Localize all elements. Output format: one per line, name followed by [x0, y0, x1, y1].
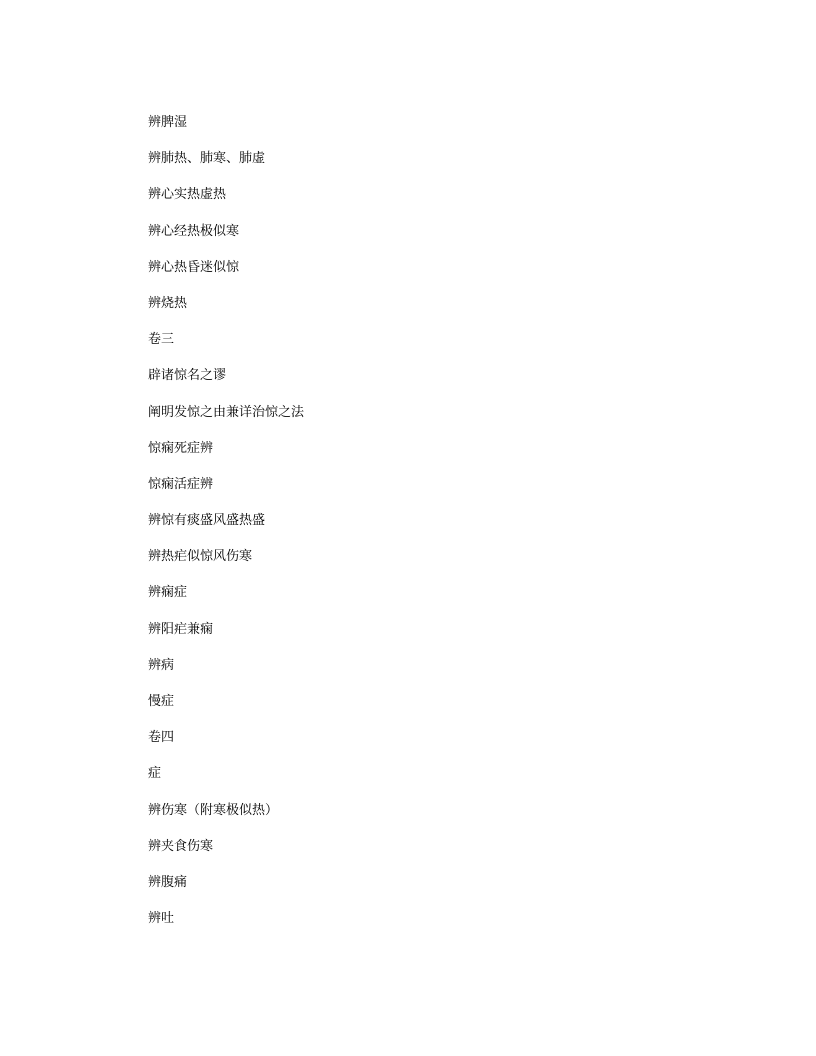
toc-entry: 辨热疟似惊风伤寒 [148, 549, 253, 565]
toc-entry: 阐明发惊之由兼详治惊之法 [148, 404, 305, 420]
toc-entry: 辨脾湿 [148, 115, 188, 130]
toc-entry: 辨心热昏迷似惊 [148, 259, 240, 275]
volume-heading: 卷三 [148, 332, 175, 348]
toc-entry: 症 [148, 766, 162, 782]
toc-entry: 辨心实热虚热 [148, 187, 227, 203]
toc-entry: 辨伤寒（附寒极似热） [148, 802, 279, 818]
toc-entry: 辨腹痛 [148, 874, 188, 890]
toc-entry: 辨肺热、肺寒、肺虚 [148, 151, 266, 167]
toc-entry: 辨病 [148, 657, 175, 673]
toc-entry: 辨痫症 [148, 585, 188, 601]
toc-entry: 辨阳疟兼痫 [148, 621, 214, 637]
toc-entry: 惊痫活症辨 [148, 476, 214, 492]
toc-entry: 惊痫死症辨 [148, 440, 214, 456]
toc-entry: 辨夹食伤寒 [148, 838, 214, 854]
table-of-contents [148, 113, 304, 945]
toc-entry: 辨惊有痰盛风盛热盛 [148, 513, 266, 529]
toc-entry: 辨吐 [148, 911, 175, 927]
volume-heading: 卷四 [148, 730, 175, 746]
toc-entry: 辟诸惊名之谬 [148, 368, 227, 384]
toc-entry: 辨心经热极似寒 [148, 223, 240, 239]
toc-entry: 辨烧热 [148, 295, 188, 311]
toc-entry: 慢症 [148, 694, 175, 709]
